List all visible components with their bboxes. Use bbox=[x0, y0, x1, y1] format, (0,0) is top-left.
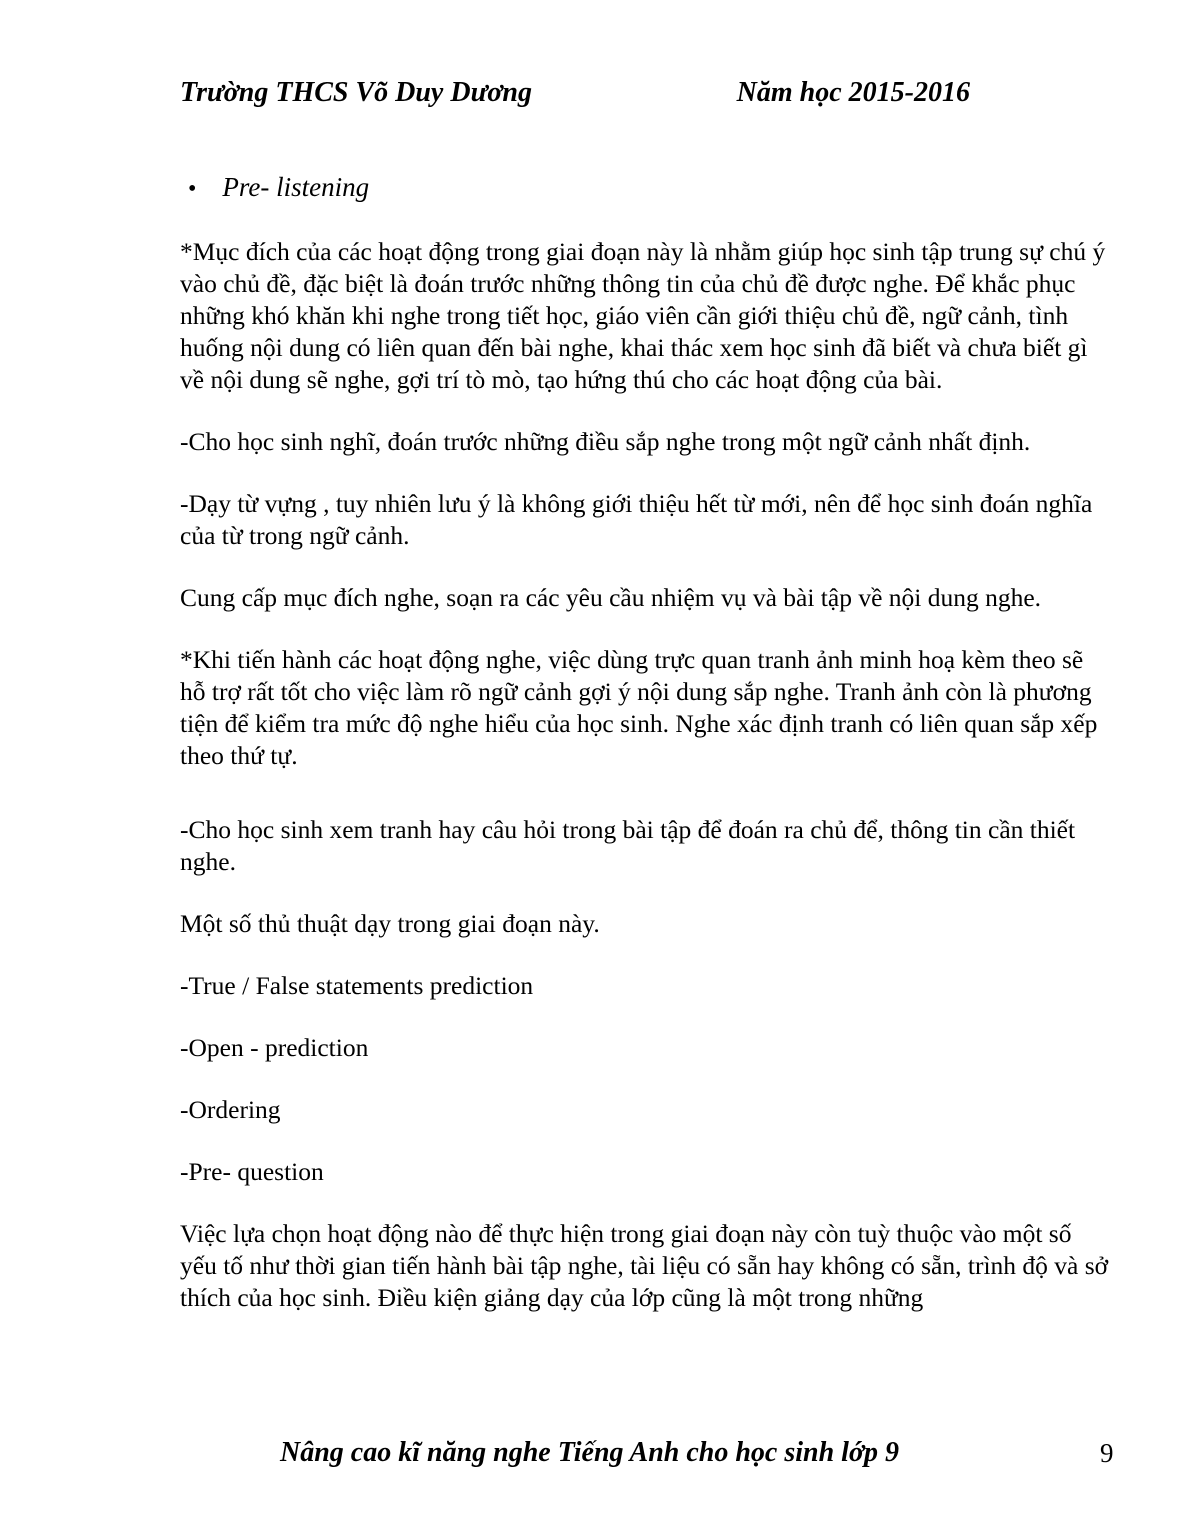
footer-title: Nâng cao kĩ năng nghe Tiếng Anh cho học sinh lớp 9 bbox=[280, 1437, 899, 1468]
paragraph-selection-factors: Việc lựa chọn hoạt động nào để thực hiện trong giai đoạn này còn tuỳ thuộc vào một số yếu tố như thời gian tiến hành bài tập nghe, tài liệu có sẵn hay không có sẵn, trình độ và sở thích của học sinh. Điều kiện giảng dạy của lớp cũng là một trong những bbox=[180, 1219, 1109, 1312]
list-item-open-prediction: -Open - prediction bbox=[180, 1033, 369, 1062]
header-school-year: Năm học 2015-2016 bbox=[736, 77, 970, 108]
bullet-list-item bbox=[180, 170, 1110, 206]
paragraph-goal: Cung cấp mục đích nghe, soạn ra các yêu cầu nhiệm vụ và bài tập về nội dung nghe. bbox=[180, 583, 1042, 612]
bullet-icon: • bbox=[188, 176, 197, 202]
page-content bbox=[180, 76, 1110, 1314]
list-item-pre-question: -Pre- question bbox=[180, 1157, 324, 1186]
page-number: 9 bbox=[1100, 1438, 1114, 1468]
paragraph-techniques-intro: Một số thủ thuật dạy trong giai đoạn này. bbox=[180, 909, 600, 938]
bullet-item-label: Pre- listening bbox=[222, 172, 370, 202]
page-footer bbox=[0, 1436, 1190, 1476]
header-school-name: Trường THCS Võ Duy Dương bbox=[180, 77, 532, 108]
paragraph-visuals: *Khi tiến hành các hoạt động nghe, việc dùng trực quan tranh ảnh minh hoạ kèm theo sẽ hỗ trợ rất tốt cho việc làm rõ ngữ cảnh gợi ý nội dung sắp nghe. Tranh ảnh còn là phương tiện để kiểm tra mức độ nghe hiểu của học sinh. Nghe xác định tranh có liên quan sắp xếp theo thứ tự. bbox=[180, 645, 1098, 770]
paragraph-pictures: -Cho học sinh xem tranh hay câu hỏi trong bài tập để đoán ra chủ để, thông tin cần thiết nghe. bbox=[180, 815, 1076, 876]
list-item-true-false: -True / False statements prediction bbox=[180, 971, 534, 1000]
page-header bbox=[180, 76, 1110, 110]
paragraph-purpose: *Mục đích của các hoạt động trong giai đoạn này là nhằm giúp học sinh tập trung sự chú ý vào chủ đề, đặc biệt là đoán trước những thông tin của chủ đề được nghe. Để khắc phục những khó khăn khi nghe trong tiết học, giáo viên cần giới thiệu chủ đề, ngữ cảnh, tình huống nội dung có liên quan đến bài nghe, khai thác xem học sinh đã biết và chưa biết gì về nội dung sẽ nghe, gợi trí tò mò, tạo hứng thú cho các hoạt động của bài. bbox=[180, 237, 1106, 394]
list-item-ordering: -Ordering bbox=[180, 1095, 281, 1124]
paragraph-vocabulary: -Dạy từ vựng , tuy nhiên lưu ý là không giới thiệu hết từ mới, nên để học sinh đoán nghĩa của từ trong ngữ cảnh. bbox=[180, 489, 1093, 550]
document-body bbox=[180, 236, 1110, 1314]
paragraph-predict: -Cho học sinh nghĩ, đoán trước những điều sắp nghe trong một ngữ cảnh nhất định. bbox=[180, 427, 1031, 456]
